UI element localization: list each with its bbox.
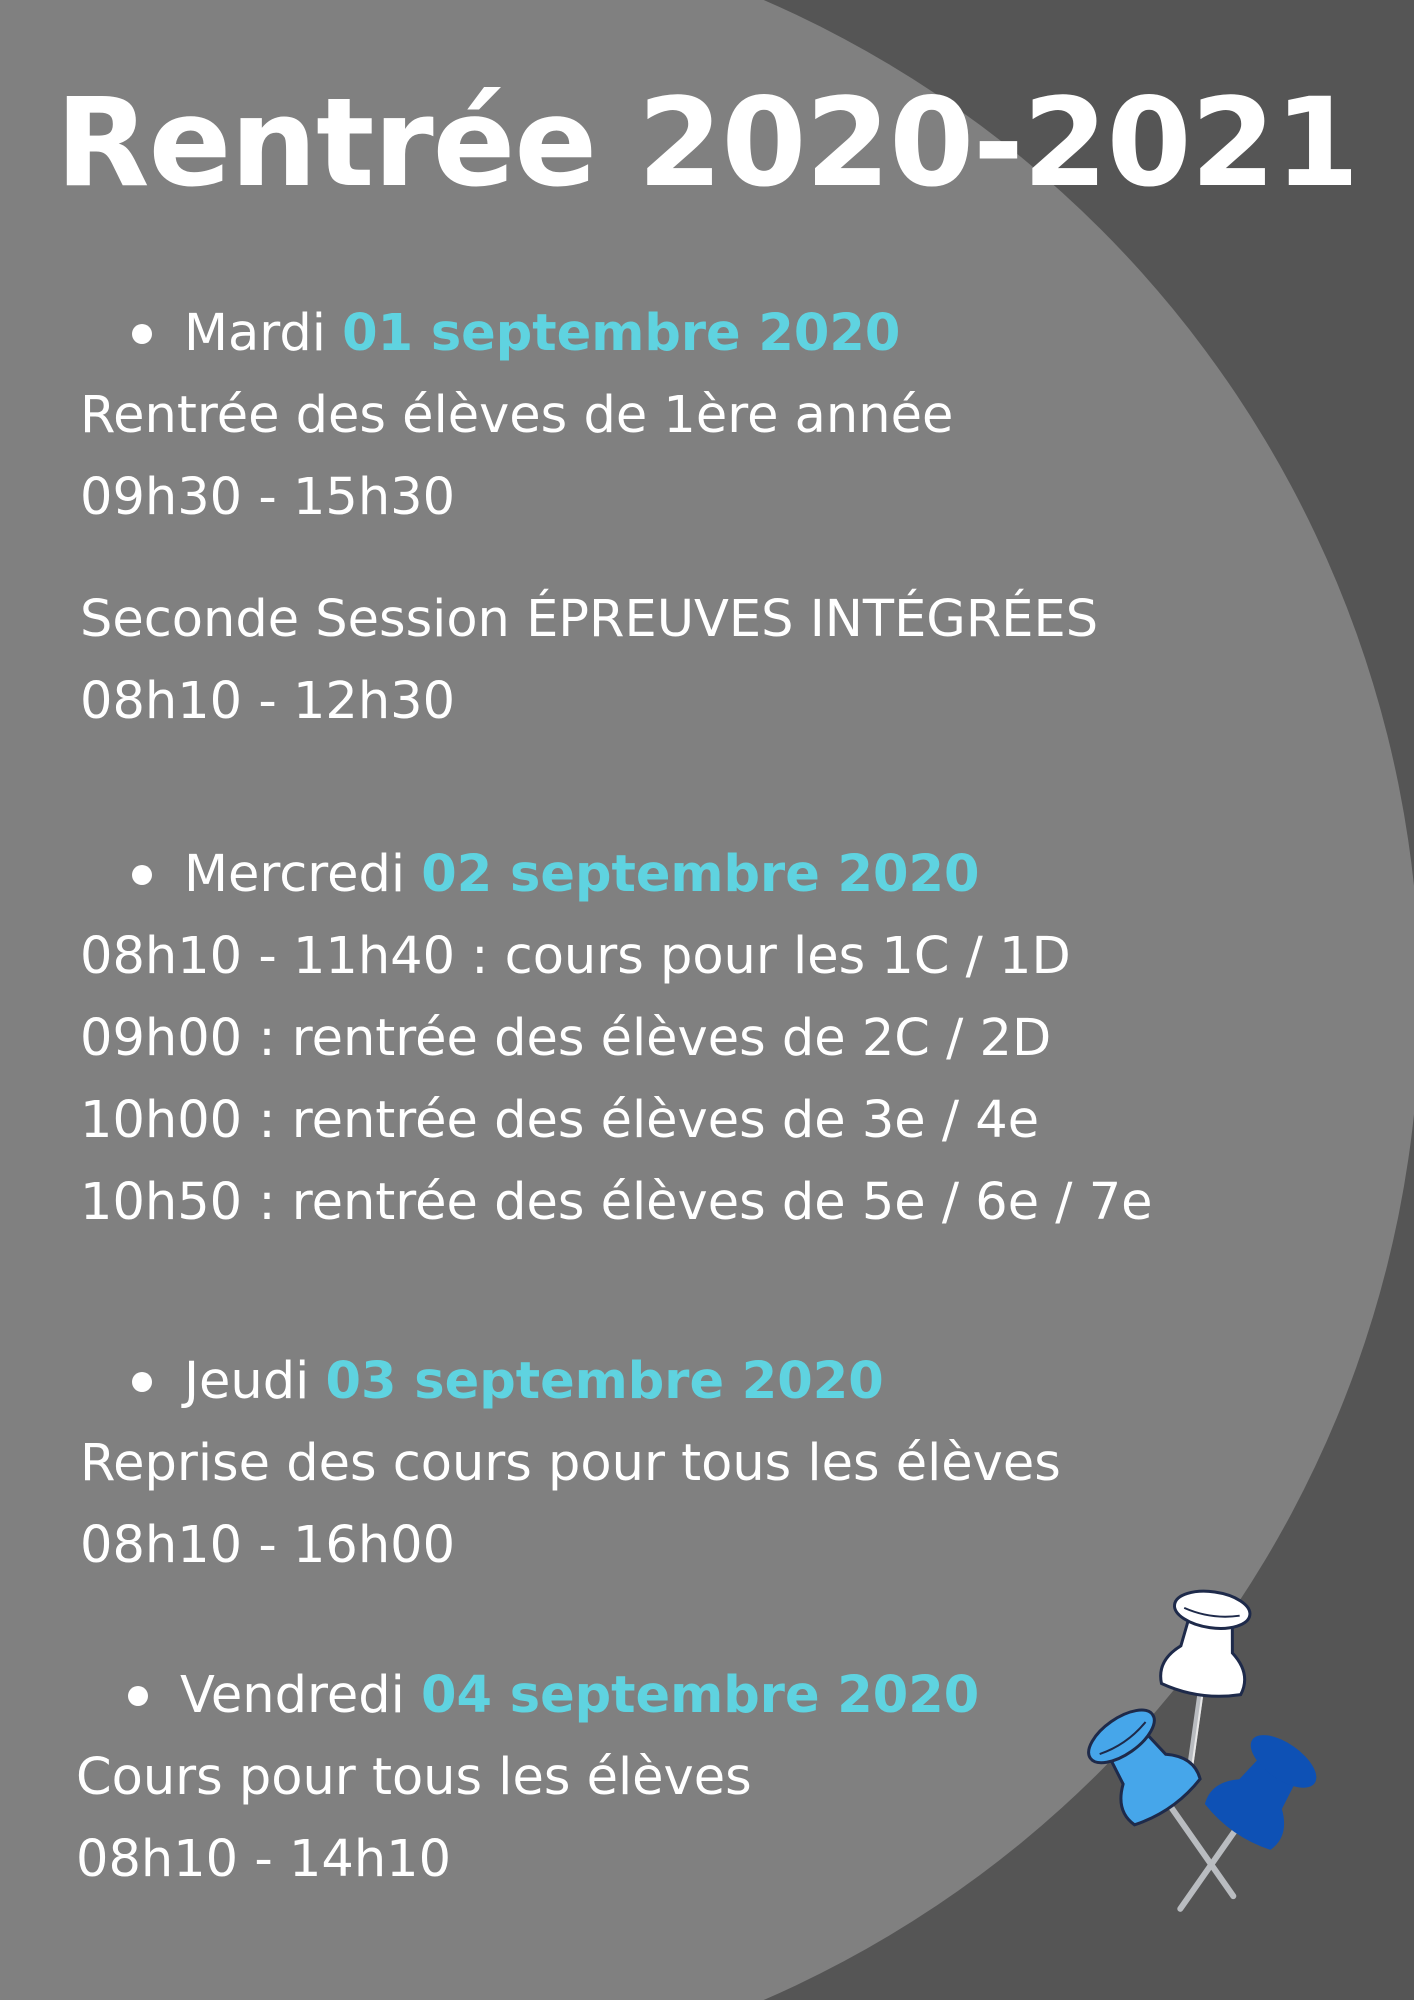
day-name: Mercredi xyxy=(184,845,406,904)
bullet-icon xyxy=(132,1372,152,1392)
push-pins-decoration xyxy=(1050,1570,1370,1930)
schedule-line: Reprise des cours pour tous les élèves xyxy=(80,1434,1061,1493)
schedule-line: 08h10 - 12h30 xyxy=(80,672,456,731)
schedule-line: Cours pour tous les élèves xyxy=(76,1748,752,1807)
schedule-line: 10h50 : rentrée des élèves de 5e / 6e / 7e xyxy=(80,1173,1153,1232)
bullet-icon xyxy=(132,865,152,885)
bullet-icon xyxy=(128,1686,148,1706)
day-name: Mardi xyxy=(184,304,326,363)
day-name: Vendredi xyxy=(180,1666,405,1725)
page-title: Rentrée 2020-2021 xyxy=(55,72,1359,214)
day-section-mercredi xyxy=(80,834,1240,1244)
day-heading xyxy=(80,1341,1240,1423)
schedule-line: 09h00 : rentrée des élèves de 2C / 2D xyxy=(80,1009,1052,1068)
push-pin-dark-blue-icon xyxy=(1146,1722,1329,1930)
schedule-line: 10h00 : rentrée des élèves de 3e / 4e xyxy=(80,1091,1040,1150)
day-section-jeudi xyxy=(80,1341,1240,1587)
day-heading xyxy=(80,834,1240,916)
schedule-line: Seconde Session ÉPREUVES INTÉGRÉES xyxy=(80,590,1099,649)
schedule-line: 09h30 - 15h30 xyxy=(80,468,456,527)
schedule-line: 08h10 - 16h00 xyxy=(80,1516,456,1575)
day-name: Jeudi xyxy=(184,1352,310,1411)
day-section-mardi xyxy=(80,293,1240,743)
schedule-line: Rentrée des élèves de 1ère année xyxy=(80,386,954,445)
day-date: 03 septembre 2020 xyxy=(325,1352,884,1411)
bullet-icon xyxy=(132,324,152,344)
day-date: 04 septembre 2020 xyxy=(421,1666,980,1725)
schedule-line: 08h10 - 14h10 xyxy=(76,1830,452,1889)
day-heading xyxy=(80,293,1240,375)
day-date: 01 septembre 2020 xyxy=(342,304,901,363)
schedule-line: 08h10 - 11h40 : cours pour les 1C / 1D xyxy=(80,927,1071,986)
day-date: 02 septembre 2020 xyxy=(421,845,980,904)
